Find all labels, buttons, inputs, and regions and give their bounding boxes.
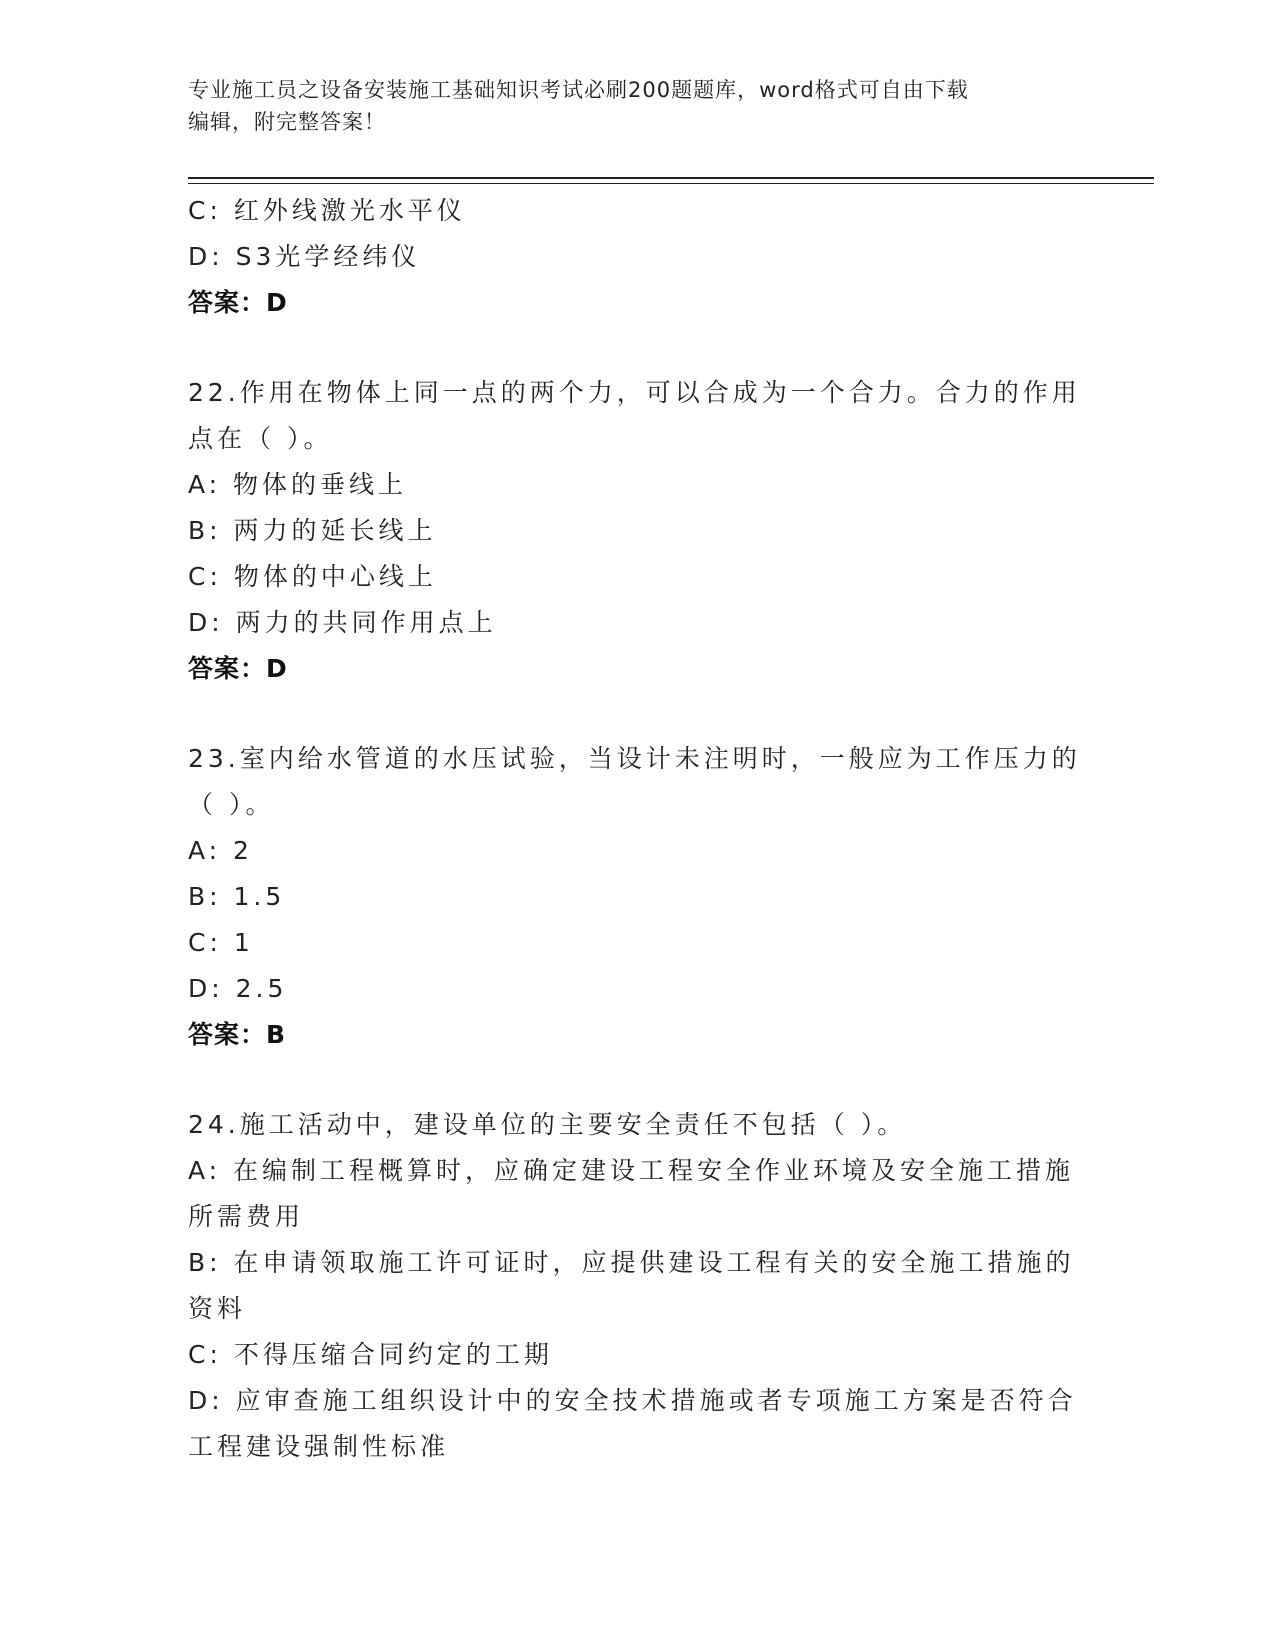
question-21-tail [188, 188, 1088, 326]
option-b: B: 在申请领取施工许可证时，应提供建设工程有关的安全施工措施的 [188, 1248, 1075, 1277]
question-stem: 24.施工活动中，建设单位的主要安全责任不包括（ ）。 [188, 1110, 907, 1139]
option-b: B: 两力的延长线上 [188, 516, 437, 545]
option-a: A: 物体的垂线上 [188, 470, 408, 499]
option-c: C: 物体的中心线上 [188, 562, 437, 591]
option-c: C: 红外线激光水平仪 [188, 196, 466, 225]
question-22 [188, 370, 1088, 692]
question-stem-cont: 点在（ ）。 [188, 424, 333, 453]
question-stem: 23.室内给水管道的水压试验，当设计未注明时，一般应为工作压力的 [188, 744, 1081, 773]
option-a: A: 2 [188, 836, 253, 865]
option-d: D: 2.5 [188, 974, 288, 1003]
header-divider-thin [188, 183, 1154, 184]
option-d: D: 两力的共同作用点上 [188, 608, 497, 637]
option-a-cont: 所需费用 [188, 1202, 305, 1231]
option-d: D: 应审查施工组织设计中的安全技术措施或者专项施工方案是否符合 [188, 1386, 1077, 1415]
answer-line: 答案：D [188, 654, 288, 683]
answer-line: 答案：B [188, 1020, 287, 1049]
answer-line: 答案：D [188, 288, 288, 317]
question-24 [188, 1102, 1088, 1470]
option-b: B: 1.5 [188, 882, 286, 911]
option-c: C: 1 [188, 928, 254, 957]
option-b-cont: 资料 [188, 1294, 247, 1323]
header-title-line-1: 专业施工员之设备安装施工基础知识考试必刷200题题库，word格式可自由下载 [188, 78, 969, 102]
question-stem-cont: （ ）。 [188, 790, 275, 819]
question-stem: 22.作用在物体上同一点的两个力，可以合成为一个合力。合力的作用 [188, 378, 1081, 407]
header-divider-thick [188, 177, 1154, 179]
question-23 [188, 736, 1088, 1058]
option-c: C: 不得压缩合同约定的工期 [188, 1340, 553, 1369]
header-title-line-2: 编辑，附完整答案！ [188, 110, 386, 134]
option-d-cont: 工程建设强制性标准 [188, 1432, 450, 1461]
option-d: D: S3光学经纬仪 [188, 242, 421, 271]
document-body [188, 188, 1088, 1470]
option-a: A: 在编制工程概算时，应确定建设工程安全作业环境及安全施工措施 [188, 1156, 1075, 1185]
document-header [188, 74, 1088, 138]
